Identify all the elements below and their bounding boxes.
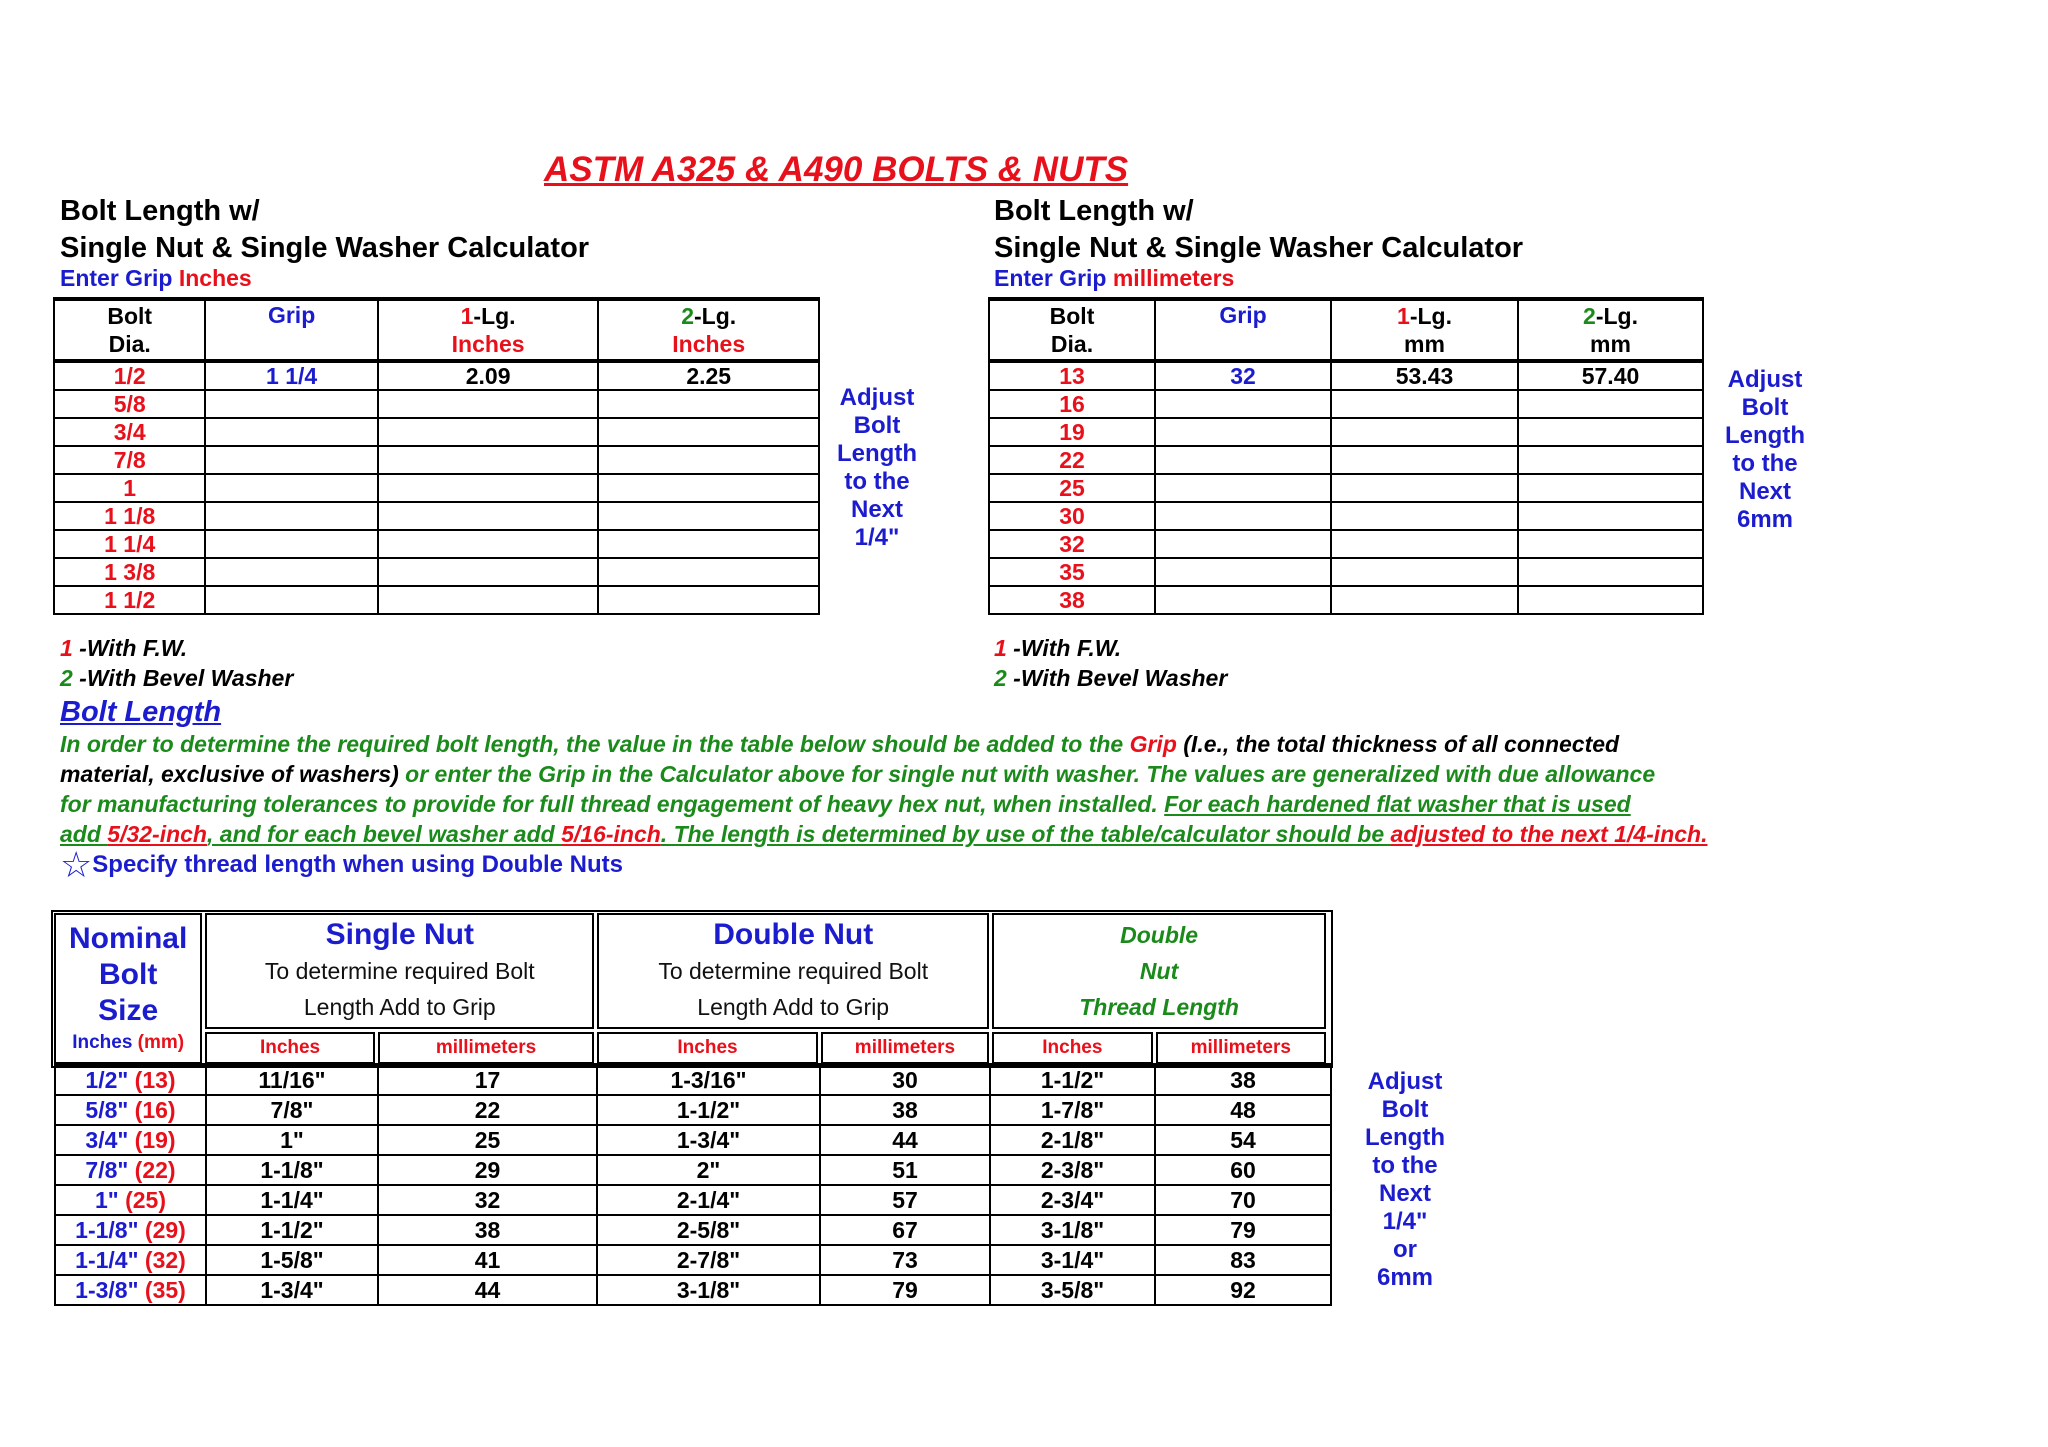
nominal-unit (56, 1029, 200, 1057)
inch-calculator-heading-line2: Single Nut & Single Washer Calculator (60, 232, 590, 264)
lg1-result-cell (1331, 418, 1518, 446)
double-nut-mm-cell: 67 (820, 1215, 990, 1245)
calculator-row (54, 502, 819, 530)
adjust-line: Bolt (1741, 394, 1789, 421)
adjust-line: to the (1732, 450, 1798, 477)
header-num: 1 (1397, 303, 1410, 329)
note-num: 1 (994, 635, 1007, 661)
bolt-dia-cell: 1 (54, 474, 205, 502)
para-text: (I.e., the total thickness of all connected (1176, 731, 1620, 757)
mm-adjust-note (1720, 366, 1810, 534)
thread-length-mm-cell: 83 (1155, 1245, 1331, 1275)
header-text: -Lg. (473, 303, 516, 329)
thread-length-mm-cell: 92 (1155, 1275, 1331, 1305)
grip-input-cell[interactable] (205, 530, 377, 558)
calculator-row (54, 474, 819, 502)
note-num: 1 (60, 635, 73, 661)
lg1-result-cell (378, 530, 599, 558)
mm-calculator-heading-line2: Single Nut & Single Washer Calculator (994, 232, 1524, 264)
mm-calculator-table (988, 297, 1704, 615)
bolt-size-cell (55, 1245, 206, 1275)
calculator-row (54, 390, 819, 418)
lg2-result-cell (598, 558, 819, 586)
lg2-result-cell (598, 502, 819, 530)
para-text: . The length is determined by use of the table/calculator should be (660, 821, 1391, 847)
size-mm: (29) (138, 1217, 186, 1243)
bolt-dia-cell: 16 (989, 390, 1155, 418)
thread-length-mm-cell: 79 (1155, 1215, 1331, 1245)
unit-inches: Inches (597, 1032, 818, 1064)
header-text: -Lg. (694, 303, 737, 329)
lg1-result-cell (1331, 586, 1518, 614)
single-nut-header (205, 913, 594, 1029)
bolt-size-cell (55, 1275, 206, 1305)
unit-millimeters: millimeters (821, 1032, 989, 1064)
single-nut-inches-cell: 1-1/8" (206, 1155, 378, 1185)
note-text: -With Bevel Washer (1006, 665, 1228, 691)
bolt-size-cell (55, 1185, 206, 1215)
double-nut-mm-cell: 51 (820, 1155, 990, 1185)
enter-grip-unit: millimeters (1112, 265, 1235, 291)
thread-length-mm-cell: 70 (1155, 1185, 1331, 1215)
single-nut-inches-cell: 1-1/2" (206, 1215, 378, 1245)
double-nut-title: Double Nut (713, 917, 874, 951)
note-text: -With Bevel Washer (72, 665, 294, 691)
grip-input-cell[interactable] (205, 446, 377, 474)
lg2-result-cell (1518, 418, 1703, 446)
thread-length-inches-cell: 2-1/8" (990, 1125, 1155, 1155)
size-mm: (16) (128, 1097, 176, 1123)
lg1-result-cell (378, 502, 599, 530)
grip-input-cell[interactable] (205, 390, 377, 418)
note-text: -With F.W. (1006, 635, 1122, 661)
thread-length-mm-cell: 48 (1155, 1095, 1331, 1125)
lg1-result-cell: 2.09 (378, 361, 599, 390)
header-text: Bolt (107, 303, 153, 329)
lg1-result-cell (378, 418, 599, 446)
header-text: -Lg. (1409, 303, 1452, 329)
double-nut-sub: Length Add to Grip (697, 993, 890, 1020)
lg1-result-cell (378, 446, 599, 474)
bolt-dia-cell: 7/8 (54, 446, 205, 474)
adjust-line: Adjust (1367, 1068, 1443, 1095)
double-nut-mm-cell: 79 (820, 1275, 990, 1305)
header-lg2 (1518, 299, 1703, 361)
single-nut-mm-cell: 25 (378, 1125, 597, 1155)
double-nut-mm-cell: 44 (820, 1125, 990, 1155)
calculator-row (989, 361, 1703, 390)
header-grip: Grip (205, 299, 377, 361)
note-num: 2 (60, 665, 73, 691)
grip-input-cell[interactable] (1155, 418, 1331, 446)
grip-input-cell[interactable] (205, 502, 377, 530)
nominal-line: Size (98, 993, 159, 1027)
adjust-line: Next (850, 496, 904, 523)
adjust-line: Bolt (853, 412, 901, 439)
lg1-result-cell (1331, 502, 1518, 530)
size-inches: 7/8" (85, 1157, 129, 1183)
inch-note-bevel (60, 663, 293, 693)
thread-length-inches-cell: 2-3/8" (990, 1155, 1155, 1185)
lg2-result-cell (1518, 502, 1703, 530)
inch-enter-grip-label (60, 264, 252, 292)
bolt-dia-cell: 19 (989, 418, 1155, 446)
single-nut-mm-cell: 32 (378, 1185, 597, 1215)
lg2-result-cell (1518, 390, 1703, 418)
adjust-line: Length (837, 440, 917, 467)
table-row (55, 1215, 1331, 1245)
header-num: 2 (1583, 303, 1596, 329)
nominal-line: Nominal (68, 921, 188, 955)
header-text: Bolt (1049, 303, 1095, 329)
para-text: For each hardened flat washer that is used (1164, 791, 1631, 817)
double-nut-inches-cell: 1-1/2" (597, 1095, 820, 1125)
enter-grip-unit: Inches (178, 265, 252, 291)
lower-data-table (54, 1063, 1332, 1306)
single-nut-sub: Length Add to Grip (303, 993, 496, 1020)
header-grip: Grip (1155, 299, 1331, 361)
para-value: adjusted to the (1390, 821, 1561, 847)
para-text: for manufacturing tolerances to provide for full thread engagement of heavy hex nut, when installed. (60, 791, 1165, 817)
inch-calculator-heading-line1: Bolt Length w/ (60, 195, 260, 227)
header-lg2 (598, 299, 819, 361)
header-bolt-dia (989, 299, 1155, 361)
bolt-dia-cell: 30 (989, 502, 1155, 530)
paragraph-line-3 (60, 789, 1631, 819)
header-bolt-dia (54, 299, 205, 361)
adjust-line: Length (1365, 1124, 1445, 1151)
adjust-line: to the (844, 468, 910, 495)
lg1-result-cell: 53.43 (1331, 361, 1518, 390)
single-nut-mm-cell: 17 (378, 1065, 597, 1096)
grip-input-cell[interactable] (1155, 446, 1331, 474)
adjust-line: to the (1372, 1152, 1438, 1179)
grip-input-cell[interactable] (1155, 558, 1331, 586)
size-mm: (22) (128, 1157, 176, 1183)
bolt-dia-cell: 13 (989, 361, 1155, 390)
enter-grip-prefix: Enter Grip (60, 265, 173, 291)
adjust-line: Adjust (1727, 366, 1803, 393)
calculator-row (54, 558, 819, 586)
para-value: next 1/4-inch. (1560, 821, 1708, 847)
calculator-row (54, 446, 819, 474)
nominal-unit-in: Inches (72, 1031, 133, 1053)
grip-input-cell[interactable]: 1 1/4 (205, 361, 377, 390)
grip-input-cell[interactable] (205, 586, 377, 614)
double-nut-inches-cell: 3-1/8" (597, 1275, 820, 1305)
mm-calculator-heading-line1: Bolt Length w/ (994, 195, 1194, 227)
grip-input-cell[interactable] (1155, 474, 1331, 502)
header-unit: Inches (672, 331, 746, 357)
grip-input-cell[interactable] (1155, 502, 1331, 530)
inch-note-fw (60, 633, 187, 663)
single-nut-inches-cell: 1-1/4" (206, 1185, 378, 1215)
lower-table-header (51, 910, 1329, 1067)
lg2-result-cell (1518, 474, 1703, 502)
bolt-dia-cell: 35 (989, 558, 1155, 586)
calculator-row (989, 558, 1703, 586)
bolt-dia-cell: 1/2 (54, 361, 205, 390)
lg2-result-cell (598, 390, 819, 418)
lg1-result-cell (378, 586, 599, 614)
para-grip: Grip (1129, 731, 1177, 757)
lg1-result-cell (1331, 390, 1518, 418)
size-mm: (35) (138, 1277, 186, 1303)
para-value: 5/32-inch (107, 821, 207, 847)
lg2-result-cell (598, 586, 819, 614)
header-num: 1 (460, 303, 474, 329)
single-nut-inches-cell: 7/8" (206, 1095, 378, 1125)
para-text: add (60, 821, 108, 847)
double-nut-mm-cell: 38 (820, 1095, 990, 1125)
unit-inches: Inches (992, 1032, 1152, 1064)
inch-adjust-note (832, 384, 922, 552)
adjust-line: Next (1378, 1180, 1432, 1207)
adjust-line: Length (1725, 422, 1805, 449)
double-nut-inches-cell: 1-3/4" (597, 1125, 820, 1155)
enter-grip-prefix: Enter Grip (994, 265, 1107, 291)
lg2-result-cell (598, 418, 819, 446)
bolt-dia-cell: 1 1/4 (54, 530, 205, 558)
adjust-line: Adjust (839, 384, 915, 411)
bolt-size-cell (55, 1065, 206, 1096)
header-num: 2 (681, 303, 695, 329)
thread-length-inches-cell: 3-1/4" (990, 1245, 1155, 1275)
lg1-result-cell (1331, 446, 1518, 474)
size-inches: 1" (95, 1187, 119, 1213)
lg2-result-cell (598, 530, 819, 558)
calculator-row (989, 418, 1703, 446)
single-nut-inches-cell: 1-5/8" (206, 1245, 378, 1275)
size-inches: 1-1/8" (75, 1217, 139, 1243)
paragraph-line-2 (60, 759, 1655, 789)
mm-note-fw (994, 633, 1121, 663)
double-nut-inches-cell: 2" (597, 1155, 820, 1185)
single-nut-mm-cell: 44 (378, 1275, 597, 1305)
mm-note-bevel (994, 663, 1227, 693)
size-inches: 1-1/4" (75, 1247, 139, 1273)
adjust-line: or (1393, 1236, 1417, 1263)
lg2-result-cell (1518, 446, 1703, 474)
header-unit: mm (1404, 331, 1445, 357)
lg1-result-cell (378, 558, 599, 586)
adjust-line: 6mm (1736, 506, 1794, 533)
header-text: Dia. (108, 331, 151, 357)
size-inches: 3/4" (85, 1127, 129, 1153)
thread-length-mm-cell: 54 (1155, 1125, 1331, 1155)
header-lg1 (378, 299, 599, 361)
bolt-size-cell (55, 1095, 206, 1125)
grip-input-cell[interactable] (205, 558, 377, 586)
grip-input-cell[interactable] (205, 418, 377, 446)
bolt-dia-cell: 3/4 (54, 418, 205, 446)
lg1-result-cell (1331, 558, 1518, 586)
single-nut-inches-cell: 1-3/4" (206, 1275, 378, 1305)
double-nut-inches-cell: 1-3/16" (597, 1065, 820, 1096)
calculator-row (989, 530, 1703, 558)
lower-adjust-note (1360, 1068, 1450, 1292)
page-title: ASTM A325 & A490 BOLTS & NUTS (544, 150, 1129, 189)
bolt-dia-cell: 32 (989, 530, 1155, 558)
header-text: Dia. (1050, 331, 1094, 357)
note-num: 2 (994, 665, 1007, 691)
header-unit: mm (1590, 331, 1631, 357)
size-inches: 1/2" (85, 1067, 129, 1093)
lg2-result-cell (598, 474, 819, 502)
lg1-result-cell (1331, 530, 1518, 558)
double-nut-header (597, 913, 989, 1029)
table-row (55, 1155, 1331, 1185)
table-row (55, 1275, 1331, 1305)
adjust-line: 6mm (1376, 1264, 1434, 1291)
adjust-line: 1/4" (1382, 1208, 1428, 1235)
note-text: -With F.W. (72, 635, 188, 661)
calculator-row (54, 418, 819, 446)
adjust-line: Bolt (1381, 1096, 1429, 1123)
single-nut-inches-cell: 11/16" (206, 1065, 378, 1096)
nominal-bolt-size-header (54, 913, 202, 1064)
grip-input-cell[interactable] (205, 474, 377, 502)
calculator-row (989, 390, 1703, 418)
bolt-size-cell (55, 1155, 206, 1185)
unit-millimeters: millimeters (1156, 1032, 1326, 1064)
lg2-result-cell (598, 446, 819, 474)
bolt-dia-cell: 25 (989, 474, 1155, 502)
bolt-length-heading: Bolt Length (60, 696, 222, 728)
double-nut-mm-cell: 30 (820, 1065, 990, 1096)
star-icon: ☆ (60, 844, 93, 885)
double-nut-mm-cell: 57 (820, 1185, 990, 1215)
single-nut-inches-cell: 1" (206, 1125, 378, 1155)
para-text: or enter the Grip in the Calculator above for single nut with washer. The values are generalized with due allowance (398, 761, 1656, 787)
bolt-dia-cell: 5/8 (54, 390, 205, 418)
unit-inches: Inches (205, 1032, 374, 1064)
single-nut-mm-cell: 22 (378, 1095, 597, 1125)
single-nut-sub: To determine required Bolt (264, 957, 535, 984)
lg1-result-cell (378, 474, 599, 502)
size-mm: (32) (138, 1247, 186, 1273)
bolt-dia-cell: 1 1/2 (54, 586, 205, 614)
table-row (55, 1125, 1331, 1155)
calculator-row (54, 361, 819, 390)
lg2-result-cell (1518, 558, 1703, 586)
paragraph-line-1 (60, 729, 1619, 759)
size-inches: 1-3/8" (75, 1277, 139, 1303)
thread-length-inches-cell: 3-5/8" (990, 1275, 1155, 1305)
para-value: 5/16-inch (561, 821, 661, 847)
grip-input-cell[interactable]: 32 (1155, 361, 1331, 390)
bolt-size-cell (55, 1215, 206, 1245)
double-nut-sub: To determine required Bolt (658, 957, 929, 984)
unit-millimeters: millimeters (378, 1032, 595, 1064)
para-text: material, exclusive of washers) (60, 761, 399, 787)
size-mm: (25) (118, 1187, 166, 1213)
double-nut-inches-cell: 2-1/4" (597, 1185, 820, 1215)
lg2-result-cell (1518, 530, 1703, 558)
para-text: In order to determine the required bolt length, the value in the table below should be added to the (60, 731, 1130, 757)
calculator-row (989, 502, 1703, 530)
bolt-dia-cell: 1 1/8 (54, 502, 205, 530)
double-nut-thread-note (60, 844, 623, 885)
grip-input-cell[interactable] (1155, 586, 1331, 614)
lg2-result-cell: 2.25 (598, 361, 819, 390)
single-nut-mm-cell: 38 (378, 1215, 597, 1245)
lg2-result-cell: 57.40 (1518, 361, 1703, 390)
calculator-row (989, 446, 1703, 474)
single-nut-mm-cell: 41 (378, 1245, 597, 1275)
lg1-result-cell (1331, 474, 1518, 502)
adjust-line: Next (1738, 478, 1792, 505)
size-mm: (13) (128, 1067, 176, 1093)
bolt-dia-cell: 38 (989, 586, 1155, 614)
single-nut-mm-cell: 29 (378, 1155, 597, 1185)
thread-title-line: Double (1120, 921, 1199, 948)
double-nut-inches-cell: 2-7/8" (597, 1245, 820, 1275)
header-unit: Inches (451, 331, 525, 357)
mm-enter-grip-label (994, 264, 1234, 292)
calculator-row (989, 474, 1703, 502)
calculator-row (54, 586, 819, 614)
grip-input-cell[interactable] (1155, 390, 1331, 418)
table-row (55, 1185, 1331, 1215)
thread-length-inches-cell: 1-1/2" (990, 1065, 1155, 1096)
table-row (55, 1065, 1331, 1096)
adjust-line: 1/4" (854, 524, 900, 551)
nominal-unit-mm: (mm) (132, 1031, 185, 1053)
double-nut-mm-cell: 73 (820, 1245, 990, 1275)
grip-input-cell[interactable] (1155, 530, 1331, 558)
table-row (55, 1095, 1331, 1125)
thread-length-mm-cell: 60 (1155, 1155, 1331, 1185)
thread-title-line: Nut (1139, 957, 1179, 984)
size-mm: (19) (128, 1127, 176, 1153)
size-inches: 5/8" (85, 1097, 129, 1123)
calculator-row (989, 586, 1703, 614)
calculator-row (54, 530, 819, 558)
nominal-line: Bolt (99, 957, 158, 991)
thread-title-line: Thread Length (1079, 993, 1239, 1020)
paragraph-line-4 (60, 819, 1707, 849)
double-nut-inches-cell: 2-5/8" (597, 1215, 820, 1245)
thread-length-inches-cell: 2-3/4" (990, 1185, 1155, 1215)
bolt-size-cell (55, 1125, 206, 1155)
thread-length-inches-cell: 1-7/8" (990, 1095, 1155, 1125)
lg1-result-cell (378, 390, 599, 418)
table-row (55, 1245, 1331, 1275)
para-text: , and for each bevel washer add (207, 821, 562, 847)
header-lg1 (1331, 299, 1518, 361)
single-nut-title: Single Nut (325, 917, 474, 951)
thread-length-header (992, 913, 1326, 1029)
thread-length-mm-cell: 38 (1155, 1065, 1331, 1096)
bolt-dia-cell: 22 (989, 446, 1155, 474)
lg2-result-cell (1518, 586, 1703, 614)
header-text: -Lg. (1595, 303, 1638, 329)
bolt-dia-cell: 1 3/8 (54, 558, 205, 586)
thread-length-inches-cell: 3-1/8" (990, 1215, 1155, 1245)
star-note-text: Specify thread length when using Double Nuts (92, 851, 623, 878)
inch-calculator-table (53, 297, 820, 615)
